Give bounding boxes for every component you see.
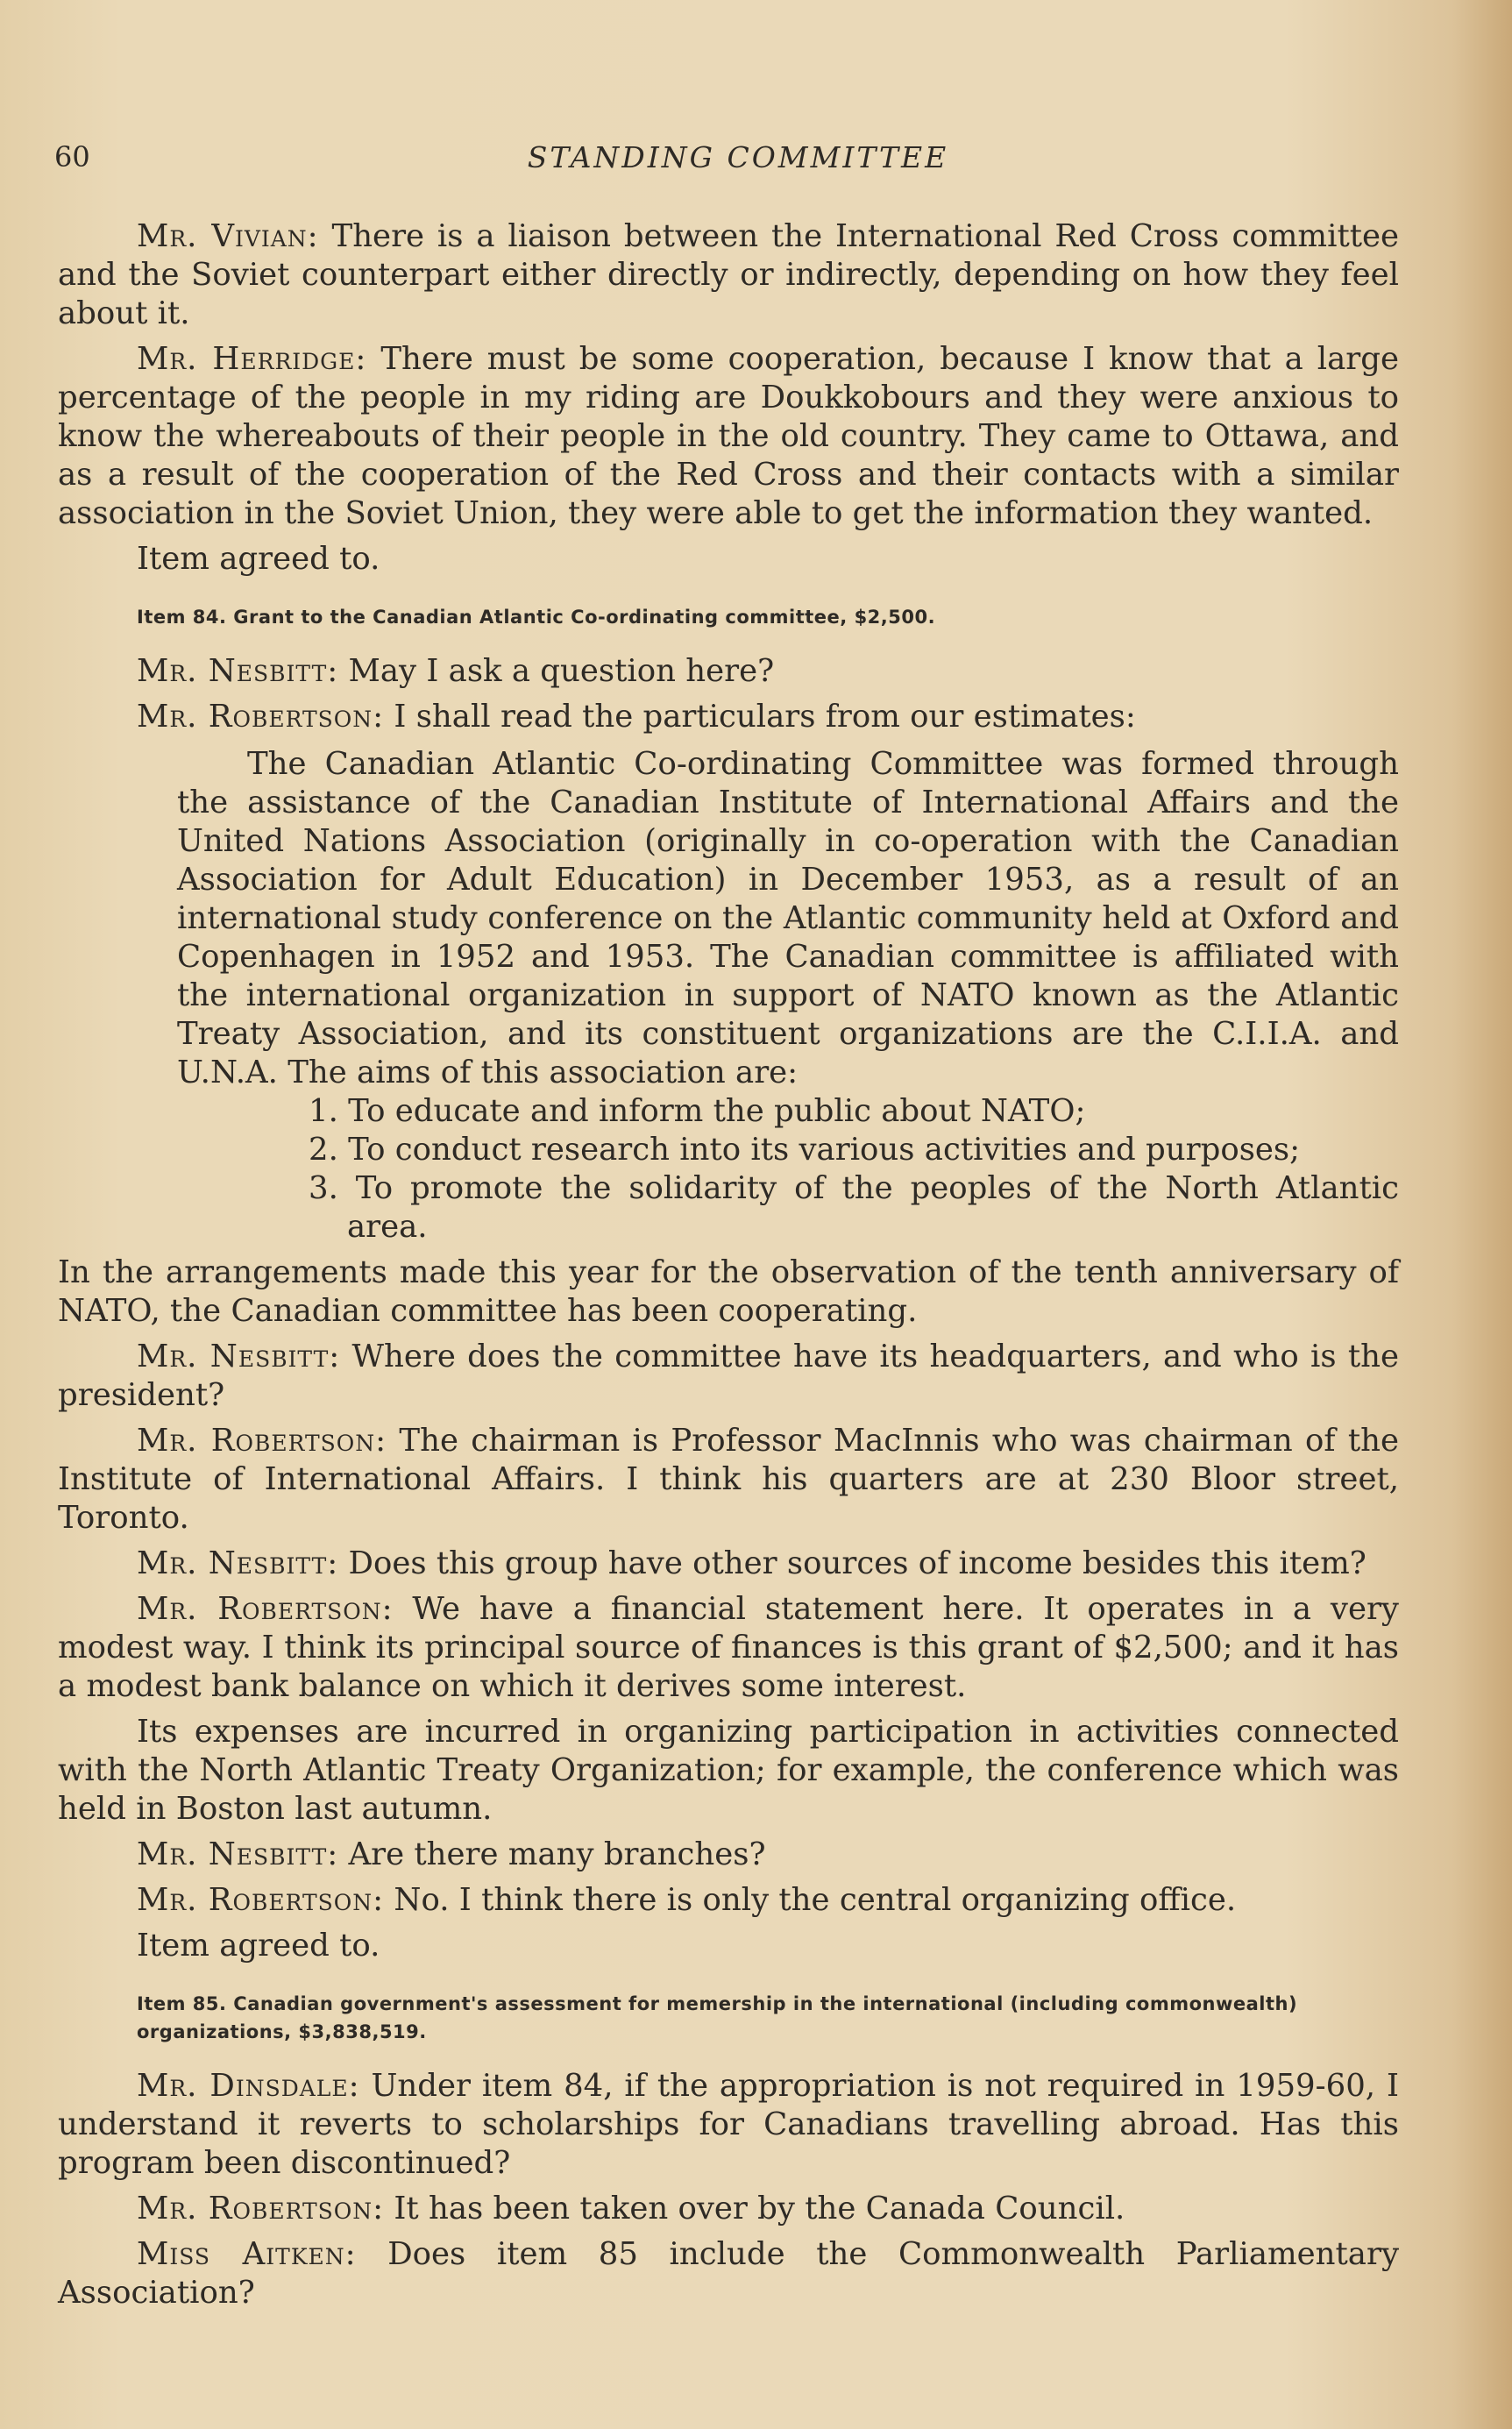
paragraph-aitken (58, 2235, 1399, 2312)
item-84-heading: Item 84. Grant to the Canadian Atlantic Co-ordinating committee, $2,500. (137, 607, 936, 628)
speech-text: Are there many branches? (338, 1836, 766, 1872)
paragraph-robertson (58, 2190, 1399, 2228)
speaker-name: Mr. Robertson: (137, 1591, 394, 1627)
speech-text: We have a financial statement here. It operates in a very modest way. I think its principal source of finances is this grant of $2,500; and it has a modest bank balance on which it derives some interest. (58, 1591, 1399, 1704)
item-agreed-text (58, 1927, 1399, 1965)
paragraph-robertson (58, 1422, 1399, 1538)
speech-text: Where does the committee have its headquarters, and who is the president? (58, 1339, 1399, 1413)
paragraph-nesbitt (58, 1338, 1399, 1415)
quote-paragraph: The Canadian Atlantic Co-ordinating Committee was formed through the assistance of the Canadian Institute of International Affairs and the United Nations Association (originally in co-operation with the Canadian Association for Adult Education) in December 1953, as a result of an international study conference on the Atlantic community held at Oxford and Copenhagen in 1952 and 1953. The Canadian committee is affiliated with the international organization in support of NATO known as the Atlantic Treaty Association, and its constituent organizations are the C.I.I.A. and U.N.A. The aims of this association are: (177, 746, 1399, 1090)
list-item: 1. To educate and inform the public about NATO; (309, 1093, 1086, 1129)
speaker-name: Mr. Nesbitt: (137, 1836, 339, 1872)
speaker-name: Mr. Robertson: (137, 2191, 385, 2227)
paragraph-robertson (58, 1590, 1399, 1706)
paragraph-herridge (58, 340, 1399, 533)
speech-text: There is a liaison between the International Red Cross committee and the Soviet counterpart either directly or indirectly, depending on how they feel about it. (58, 218, 1399, 331)
paragraph-robertson (58, 1881, 1399, 1920)
paragraph-vivian (58, 217, 1399, 333)
list-item: 3. To promote the solidarity of the peoples of the North Atlantic area. (309, 1170, 1399, 1245)
page-header (54, 140, 1422, 184)
speech-text: May I ask a question here? (338, 653, 775, 689)
paragraph-dinsdale (58, 2067, 1399, 2183)
speaker-name: Mr. Robertson: (137, 1423, 387, 1459)
paragraph-expenses (58, 1713, 1399, 1829)
speech-text: No. I think there is only the central organizing office. (384, 1882, 1237, 1918)
list-item: 2. To conduct research into its various activities and purposes; (309, 1132, 1301, 1168)
speech-text: Does item 85 include the Commonwealth Parliamentary Association? (58, 2236, 1399, 2311)
speaker-name: Mr. Robertson: (137, 1882, 385, 1918)
page-body (58, 217, 1399, 2319)
speaker-name: Mr. Nesbitt: (137, 1339, 341, 1374)
speaker-name: Mr. Nesbitt: (137, 1545, 339, 1581)
speech-text: Under item 84, if the appropriation is not required in 1959-60, I understand it reverts to scholarships for Canadians travelling abroad. Has this program been discontinued? (58, 2068, 1399, 2181)
speaker-name: Mr. Vivian: (137, 218, 319, 254)
paragraph-nesbitt (58, 1545, 1399, 1583)
running-head: STANDING COMMITTEE (527, 140, 949, 174)
speech-text: Item agreed to. (137, 1928, 380, 1964)
speaker-name: Miss Aitken: (137, 2236, 357, 2272)
aims-list (177, 1092, 1399, 1246)
speech-text: Does this group have other sources of income besides this item? (338, 1545, 1366, 1581)
speech-text: I shall read the particulars from our estimates: (384, 699, 1136, 735)
quote-continuation: In the arrangements made this year for the observation of the tenth anniversary of NATO, the Canadian committee has been cooperating. (58, 1254, 1399, 1329)
estimates-quote (177, 745, 1399, 1246)
page-number: 60 (54, 140, 90, 174)
item-85-heading: Item 85. Canadian government's assessment for memership in the international (including commonwealth) organizations, $3,838,519. (137, 1993, 1298, 2042)
item-agreed-text (58, 540, 1399, 579)
paragraph-robertson (58, 698, 1399, 736)
speaker-name: Mr. Dinsdale: (137, 2068, 360, 2104)
speech-text: Its expenses are incurred in organizing participation in activities connected with the North Atlantic Treaty Organization; for example, the conference which was held in Boston last autumn. (58, 1714, 1399, 1827)
speech-text: Item agreed to. (137, 541, 380, 577)
speech-text: The chairman is Professor MacInnis who was chairman of the Institute of International Affairs. I think his quarters are at 230 Bloor street, Toronto. (58, 1423, 1399, 1536)
paragraph-nesbitt (58, 652, 1399, 691)
speaker-name: Mr. Herridge: (137, 341, 367, 377)
speaker-name: Mr. Nesbitt: (137, 653, 339, 689)
speech-text: There must be some cooperation, because I know that a large percentage of the people in my riding are Doukkobours and they were anxious to know the whereabouts of their people in the old country. They came to Ottawa, and as a result of the cooperation of the Red Cross and their contacts with a similar association in the Soviet Union, they were able to get the information they wanted. (58, 341, 1399, 531)
speech-text: It has been taken over by the Canada Council. (384, 2191, 1125, 2227)
speaker-name: Mr. Robertson: (137, 699, 385, 735)
paragraph-nesbitt (58, 1836, 1399, 1874)
